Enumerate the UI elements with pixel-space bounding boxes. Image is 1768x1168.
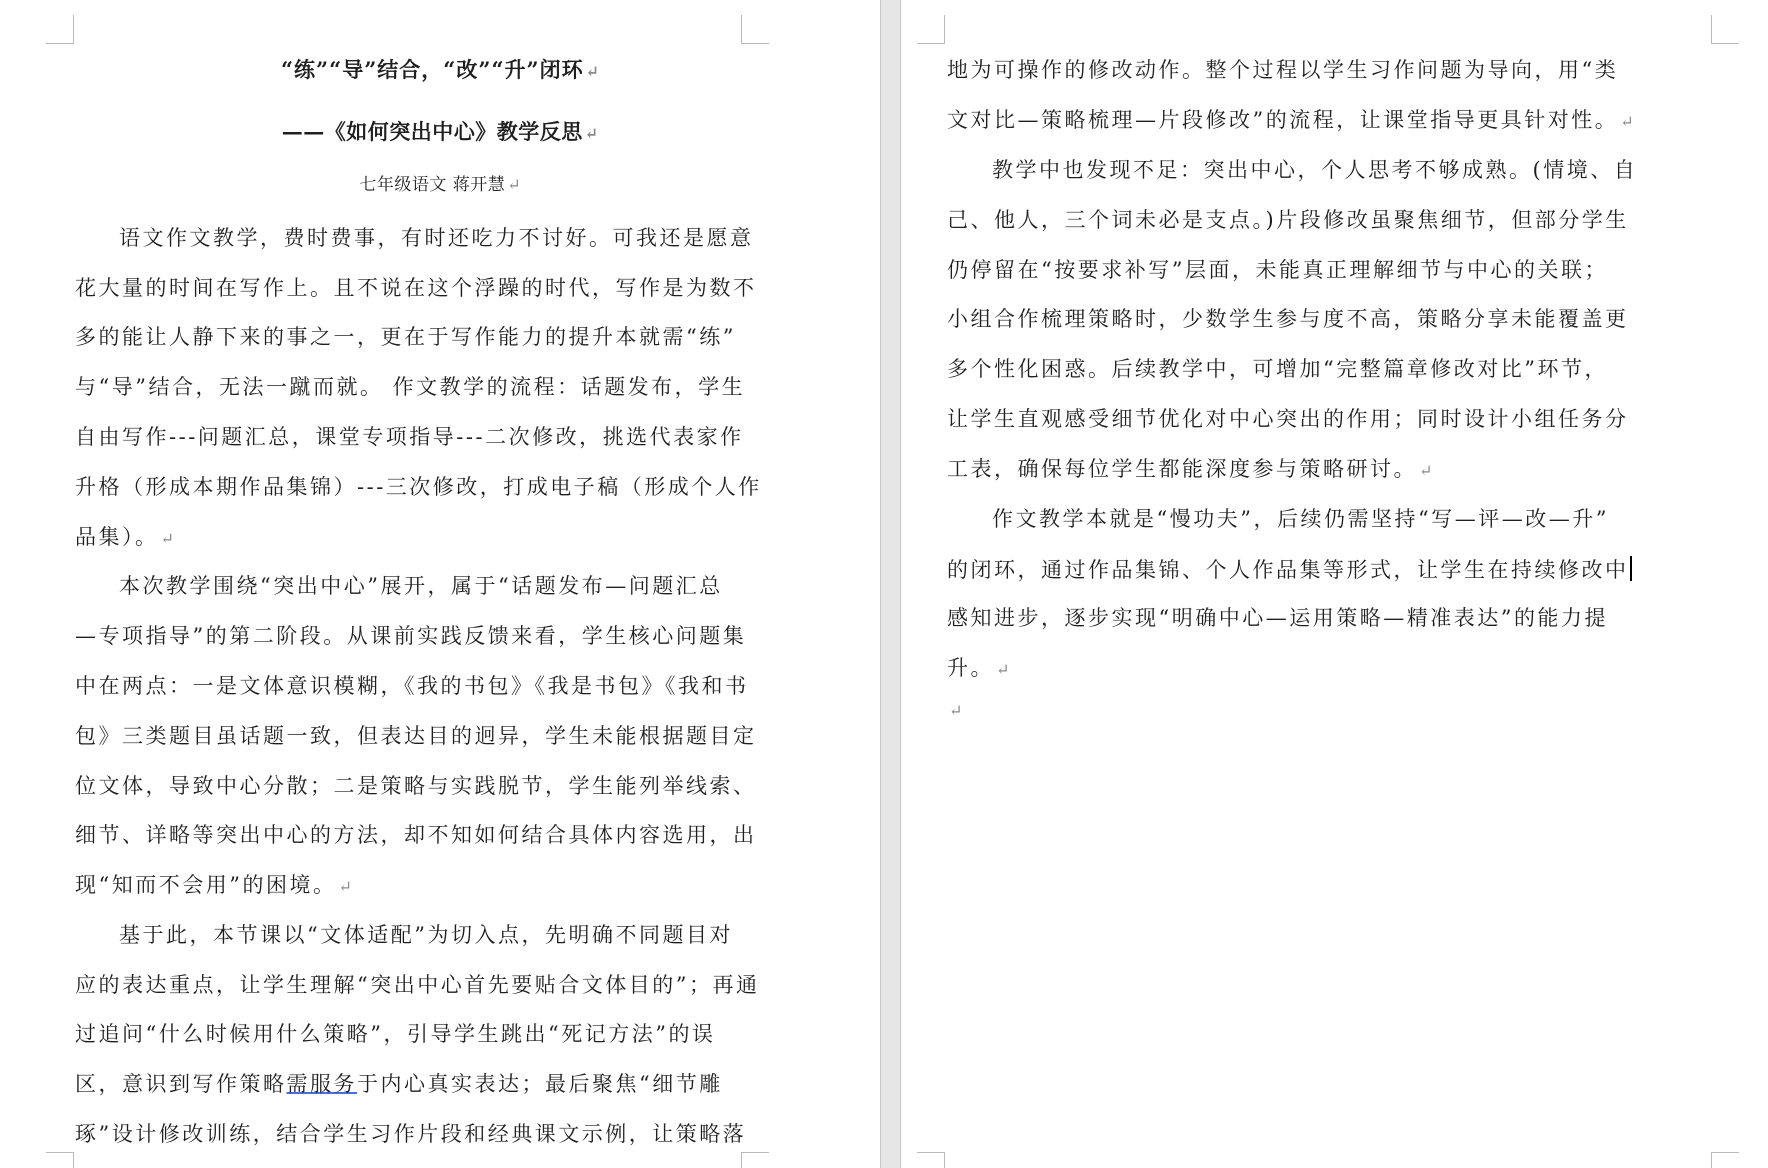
paragraph-line: 本次教学围绕“突出中心”展开，属于“话题发布—问题汇总 — [119, 574, 723, 598]
paragraph-line: 多的能让人静下来的事之一，更在于写作能力的提升本就需“练” — [75, 325, 736, 349]
text-cursor — [1630, 556, 1632, 581]
paragraph-line: 语文作文教学，费时费事，有时还吃力不讨好。可我还是愿意 — [119, 226, 754, 250]
paragraph-line: 位文体，导致中心分散；二是策略与实践脱节，学生能列举线索、 — [75, 774, 757, 798]
crop-mark-top-left — [917, 15, 945, 44]
paragraph-line: 区，意识到写作策略需服务于内心真实表达；最后聚焦“细节雕 — [75, 1072, 723, 1096]
crop-mark-bottom-left — [917, 1152, 945, 1168]
paragraph-line: 基于此，本节课以“文体适配”为切入点，先明确不同题目对 — [119, 923, 733, 947]
paragraph-line: 仍停留在“按要求补写”层面，未能真正理解细节与中心的关联； — [947, 258, 1608, 282]
document-page-left[interactable] — [0, 0, 880, 1168]
paragraph-line: 品集）。 ↵ — [75, 525, 174, 549]
paragraph-line: 小组合作梳理策略时，少数学生参与度不高，策略分享未能覆盖更 — [947, 307, 1629, 331]
paragraph-line: 与“导”结合，无法一蹴而就。 作文教学的流程：话题发布，学生 — [75, 375, 746, 399]
paragraph-line: 教学中也发现不足：突出中心，个人思考不够成熟。(情境、自 — [992, 158, 1638, 182]
paragraph-line: 己、他人，三个词未必是支点。)片段修改虽聚焦细节，但部分学生 — [947, 208, 1629, 232]
paragraph-line: 的闭环，通过作品集锦、个人作品集等形式，让学生在持续修改中 — [947, 556, 1632, 583]
crop-mark-top-left — [46, 15, 74, 44]
crop-mark-bottom-right — [1711, 1152, 1739, 1168]
paragraph-line: 过追问“什么时候用什么策略”，引导学生跳出“死记方法”的误 — [75, 1022, 716, 1046]
paragraph-line: 包》三类题目虽话题一致，但表达目的迥异，学生未能根据题目定 — [75, 724, 757, 748]
document-title: “练”“导”结合，“改”“升”闭环 ↵ — [280, 57, 600, 82]
crop-mark-bottom-left — [46, 1152, 74, 1168]
document-subtitle: ——《如何突出中心》教学反思 ↵ — [281, 119, 599, 144]
author-byline: 七年级语文 蒋开慧 ↵ — [359, 175, 521, 195]
paragraph-line: 应的表达重点，让学生理解“突出中心首先要贴合文体目的”；再通 — [75, 973, 760, 997]
crop-mark-bottom-right — [741, 1152, 769, 1168]
page-gap — [880, 0, 901, 1168]
paragraph-line: 工表，确保每位学生都能深度参与策略研讨。 ↵ — [947, 457, 1433, 481]
grammar-suggestion-underline[interactable]: 需服务 — [286, 1072, 357, 1096]
paragraph-line: 多个性化困惑。后续教学中，可增加“完整篇章修改对比”环节， — [947, 357, 1608, 381]
paragraph-line: 升。 ↵ — [947, 656, 1010, 680]
empty-paragraph-mark: ↵ — [949, 701, 963, 720]
page-edge-left — [880, 0, 881, 1168]
paragraph-line: 自由写作---问题汇总，课堂专项指导---二次修改，挑选代表家作 — [75, 425, 744, 449]
paragraph-line: —专项指导”的第二阶段。从课前实践反馈来看，学生核心问题集 — [75, 624, 747, 648]
paragraph-line: 琢”设计修改训练，结合学生习作片段和经典课文示例，让策略落 — [75, 1122, 747, 1146]
paragraph-line: 细节、详略等突出中心的方法，却不知如何结合具体内容选用，出 — [75, 823, 757, 847]
crop-mark-top-right — [1711, 15, 1739, 44]
paragraph-line: 文对比—策略梳理—片段修改”的流程，让课堂指导更具针对性。 ↵ — [947, 108, 1634, 132]
paragraph-line: 花大量的时间在写作上。且不说在这个浮躁的时代，写作是为数不 — [75, 276, 757, 300]
paragraph-line: 现“知而不会用”的困境。 ↵ — [75, 873, 352, 897]
document-page-right[interactable] — [901, 0, 1768, 1168]
paragraph-line: 升格（形成本期作品集锦）---三次修改，打成电子稿（形成个人作 — [75, 475, 762, 499]
paragraph-line: 中在两点：一是文体意识模糊，《我的书包》《我是书包》《我和书 — [75, 674, 749, 698]
crop-mark-top-right — [741, 15, 769, 44]
paragraph-line: 感知进步，逐步实现“明确中心—运用策略—精准表达”的能力提 — [947, 606, 1608, 630]
paragraph-line: 作文教学本就是“慢功夫”，后续仍需坚持“写—评—改—升” — [992, 507, 1609, 531]
paragraph-line: 地为可操作的修改动作。整个过程以学生习作问题为导向，用“类 — [947, 58, 1619, 82]
paragraph-line: 让学生直观感受细节优化对中心突出的作用；同时设计小组任务分 — [947, 407, 1629, 431]
